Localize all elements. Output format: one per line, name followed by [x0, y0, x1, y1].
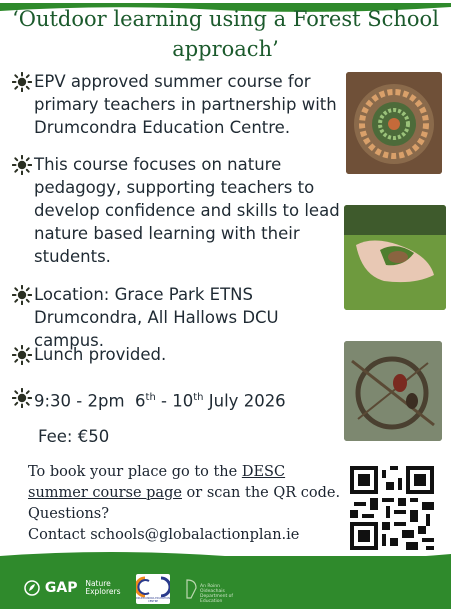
page-title: ‘Outdoor learning using a Forest School approach’: [12, 7, 439, 61]
sun-icon: [12, 72, 32, 92]
sun-icon: [12, 388, 32, 408]
photo-nest-sticks: [344, 341, 442, 441]
harp-logo: [184, 578, 244, 602]
bullet-text: EPV approved summer course for primary teachers in partnership with Drumcondra Education Centre.: [34, 72, 337, 137]
photo-hands-leaf: [344, 205, 446, 310]
schedule-start-day: 6: [135, 391, 146, 411]
gap-logo-sub: Nature Explorers: [85, 579, 121, 596]
bullet-epv: [12, 70, 342, 139]
gap-logo: [24, 579, 121, 596]
booking-questions: Questions?: [28, 506, 109, 522]
bullet-location: [12, 283, 342, 352]
bullet-text: Lunch provided.: [34, 345, 167, 364]
bullet-text: Location: Grace Park ETNS Drumcondra, All Hallows DCU campus.: [34, 285, 279, 350]
bullet-text: This course focuses on nature pedagogy, supporting teachers to develop confidence and skills to lead nature based learning with their students.: [34, 155, 340, 266]
gap-leaf-icon: [24, 580, 40, 596]
sun-icon: [12, 285, 32, 305]
photo-leaf-mandala: [346, 72, 442, 174]
schedule-time: 9:30 - 2pm: [34, 391, 125, 411]
booking-pre: To book your place go to the: [28, 464, 242, 480]
schedule-sep: -: [155, 391, 173, 411]
drumcondra-logo-text: DRUMCONDRA EDUCATION CENTRE: [136, 597, 170, 603]
schedule-text: [34, 386, 342, 413]
schedule-end-day: 10: [172, 391, 194, 411]
booking-post: or scan the QR code.: [181, 485, 341, 501]
harp-icon: [184, 578, 198, 600]
booking-contact: Contact schools@globalactionplan.ie: [28, 527, 300, 543]
sun-icon: [12, 155, 32, 175]
drumcondra-logo: [136, 574, 170, 604]
bullet-schedule: [12, 386, 342, 413]
schedule-end-sup: th: [193, 392, 204, 403]
gap-logo-text: GAP: [44, 580, 78, 596]
schedule-start-sup: th: [145, 392, 156, 403]
fee-text: Fee: €50: [38, 427, 110, 446]
qr-code[interactable]: [350, 466, 434, 550]
schedule-month-year: July 2026: [203, 391, 286, 411]
desc-course-link[interactable]: DESC summer course page: [28, 464, 286, 501]
booking-info: [28, 462, 348, 546]
bullet-lunch: [12, 343, 342, 366]
gov-text: An Roinn Oideachais Department of Education: [200, 584, 233, 604]
sun-icon: [12, 345, 32, 365]
bullet-pedagogy: [12, 153, 342, 268]
